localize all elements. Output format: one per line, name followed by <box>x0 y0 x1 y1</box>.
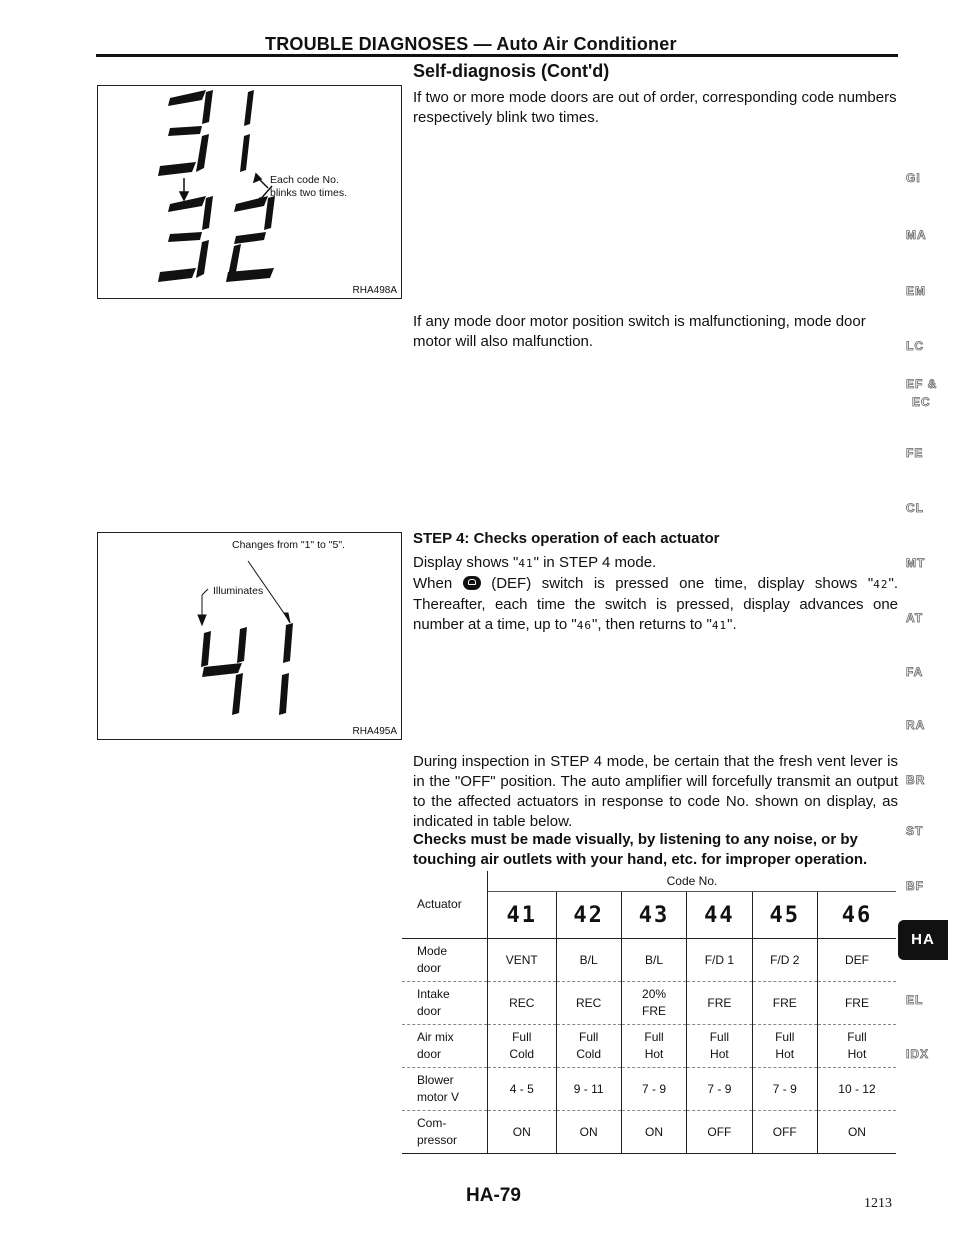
row-label: Intake door <box>402 982 488 1025</box>
page-number: 1213 <box>864 1196 892 1211</box>
table-cell: REC <box>556 982 621 1025</box>
table-cell: Full Hot <box>752 1025 817 1068</box>
tab-ra[interactable]: RA <box>906 718 926 732</box>
table-cell: 9 - 11 <box>556 1068 621 1111</box>
tab-ma[interactable]: MA <box>906 228 927 242</box>
tab-mt[interactable]: MT <box>906 556 926 570</box>
table-cell: 7 - 9 <box>752 1068 817 1111</box>
tab-el[interactable]: EL <box>906 993 924 1007</box>
table-code-cell: 43 <box>621 892 686 939</box>
seven-segment-41-illustration <box>98 533 401 739</box>
table-cell: ON <box>556 1111 621 1154</box>
table-cell: REC <box>488 982 557 1025</box>
table-cell: 4 - 5 <box>488 1068 557 1111</box>
table-cell: Full Hot <box>687 1025 752 1068</box>
figure-id: RHA495A <box>352 726 397 737</box>
tab-br[interactable]: BR <box>906 773 926 787</box>
tab-at[interactable]: AT <box>906 611 924 625</box>
step4-heading: STEP 4: Checks operation of each actuator <box>413 530 720 547</box>
table-cell: 20% FRE <box>621 982 686 1025</box>
figure-note-line: Each code No. <box>270 174 339 186</box>
paragraph-inspection: During inspection in STEP 4 mode, be certain that the fresh vent lever is in the "OFF" position. The auto amplifier will forcefully transmit an output to the affected actuators in response to code No. shown on display, as indicated in table below. <box>413 753 898 830</box>
table-cell: F/D 2 <box>752 939 817 982</box>
paragraph-step4-display: Display shows "41" in STEP 4 mode. When (DEF) switch is pressed one time, display shows "42". Thereafter, each time the switch is pressed, display advances one number at a time, up to "46", then returns to "41". <box>413 554 898 633</box>
tab-lc[interactable]: LC <box>906 339 924 353</box>
table-code-cell: 41 <box>488 892 557 939</box>
figure-note-each-code <box>270 174 347 200</box>
inline-display-code: 41 <box>711 619 728 632</box>
row-label: Com- pressor <box>402 1111 488 1154</box>
table-cell: 7 - 9 <box>621 1068 686 1111</box>
row-label: Air mix door <box>402 1025 488 1068</box>
table-cell: B/L <box>621 939 686 982</box>
table-cell: DEF <box>817 939 896 982</box>
page-header-title: TROUBLE DIAGNOSES — Auto Air Conditioner <box>265 34 677 54</box>
tab-fe[interactable]: FE <box>906 446 924 460</box>
tab-fa[interactable]: FA <box>906 665 924 679</box>
table-cell: FRE <box>817 982 896 1025</box>
header-rule <box>96 54 898 57</box>
seven-segment-display-illustration <box>98 86 401 298</box>
table-cell: VENT <box>488 939 557 982</box>
figure-note-changes: Changes from "1" to "5". <box>232 539 345 551</box>
table-row <box>402 939 896 982</box>
def-switch-icon <box>463 576 481 590</box>
table-row <box>402 1025 896 1068</box>
figure-note-line: blinks two times. <box>270 187 348 199</box>
table-code-cell: 42 <box>556 892 621 939</box>
figure-id: RHA498A <box>352 285 397 296</box>
page-label: HA-79 <box>466 1185 521 1206</box>
tab-idx[interactable]: IDX <box>906 1047 930 1061</box>
paragraph-mode-doors: If two or more mode doors are out of order, corresponding code numbers respectively blink two times. <box>413 89 897 126</box>
table-row <box>402 1068 896 1111</box>
row-label: Mode door <box>402 939 488 982</box>
table-cell: ON <box>817 1111 896 1154</box>
tab-cl[interactable]: CL <box>906 501 924 515</box>
tab-bf[interactable]: BF <box>906 879 924 893</box>
table-bottom-rule <box>402 1154 896 1155</box>
table-code-header: Code No. <box>488 871 897 892</box>
tab-em[interactable]: EM <box>906 284 926 298</box>
table-code-cell: 45 <box>752 892 817 939</box>
figure-note-illuminates: Illuminates <box>213 585 264 597</box>
figure-blinking-codes <box>97 85 402 299</box>
table-cell: OFF <box>752 1111 817 1154</box>
actuator-code-table <box>402 871 896 1154</box>
paragraph-checks-warning: Checks must be made visually, by listening to any noise, or by touching air outlets with your hand, etc. for improper operation. <box>413 831 868 868</box>
table-cell: FRE <box>687 982 752 1025</box>
table-cell: F/D 1 <box>687 939 752 982</box>
inline-display-code: 41 <box>518 557 534 570</box>
section-index-tabs <box>906 0 946 1242</box>
tab-st[interactable]: ST <box>906 824 924 838</box>
figure-display-41 <box>97 532 402 740</box>
tab-ec[interactable]: EC <box>912 395 931 409</box>
row-label: Blower motor V <box>402 1068 488 1111</box>
table-code-cell: 44 <box>687 892 752 939</box>
table-corner-label: Actuator <box>417 897 462 911</box>
inline-display-code: 46 <box>576 619 592 632</box>
tab-gi[interactable]: GI <box>906 171 921 185</box>
table-row <box>402 1111 896 1154</box>
table-cell: OFF <box>687 1111 752 1154</box>
table-cell: FRE <box>752 982 817 1025</box>
table-cell: 7 - 9 <box>687 1068 752 1111</box>
table-cell: ON <box>621 1111 686 1154</box>
table-cell: 10 - 12 <box>817 1068 896 1111</box>
section-title: Self-diagnosis (Cont'd) <box>413 61 610 81</box>
table-cell: B/L <box>556 939 621 982</box>
tab-ha-active[interactable]: HA <box>898 920 948 960</box>
table-cell: ON <box>488 1111 557 1154</box>
table-row <box>402 982 896 1025</box>
table-cell: Full Hot <box>621 1025 686 1068</box>
table-cell: Full Hot <box>817 1025 896 1068</box>
inline-display-code: 42 <box>873 578 889 591</box>
table-cell: Full Cold <box>556 1025 621 1068</box>
table-code-cell: 46 <box>817 892 896 939</box>
table-cell: Full Cold <box>488 1025 557 1068</box>
paragraph-position-switch: If any mode door motor position switch is malfunctioning, mode door motor will also malfunction. <box>413 313 866 350</box>
tab-ef[interactable]: EF & <box>906 377 938 391</box>
